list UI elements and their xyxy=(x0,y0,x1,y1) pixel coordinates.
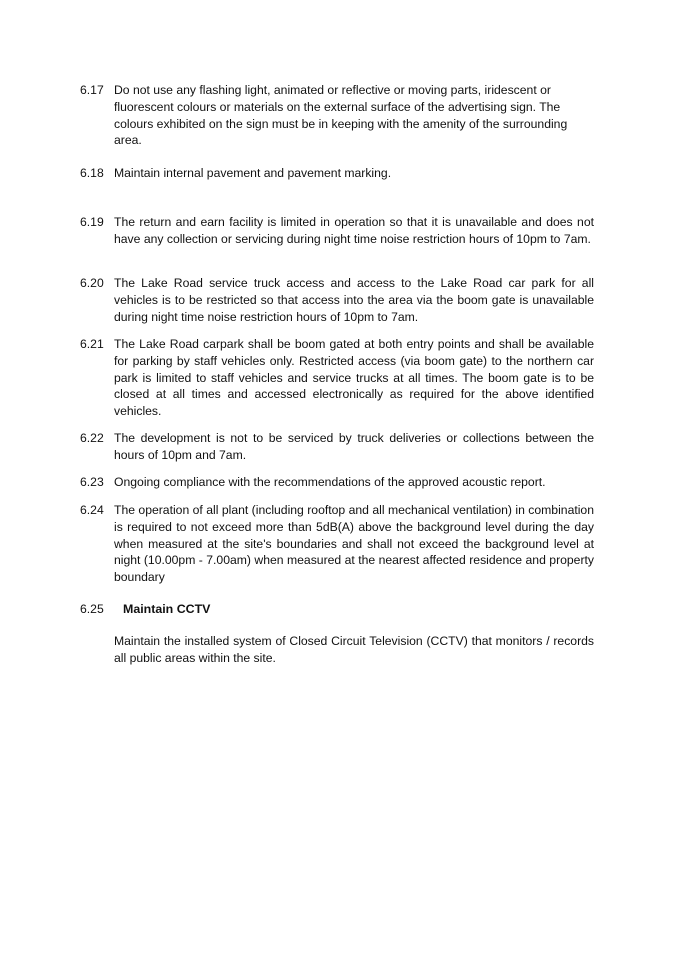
clause-number: 6.17 xyxy=(80,83,104,97)
clause-number: 6.21 xyxy=(80,337,104,351)
clause-6-22 xyxy=(80,430,594,464)
clause-text: The operation of all plant (including rooftop and all mechanical ventilation) in combination is required to not exceed more than 5dB(A) above the background level during the day when measured at the site's boundaries and shall not exceed the background level at night (10.00pm - 7.00am) when measured at the nearest affected residence and property boundary xyxy=(114,503,594,585)
clause-text: Maintain internal pavement and pavement marking. xyxy=(114,166,392,180)
clause-number: 6.18 xyxy=(80,166,104,180)
clause-6-24 xyxy=(80,502,594,586)
clause-heading: Maintain CCTV xyxy=(123,602,211,616)
clause-6-20 xyxy=(80,275,594,325)
clause-text: The return and earn facility is limited in operation so that it is unavailable and does not have any collection or servicing during night time noise restriction hours of 10pm to 7am. xyxy=(114,215,594,246)
clause-6-23 xyxy=(80,474,594,491)
clause-6-21 xyxy=(80,336,594,420)
clause-number: 6.25 xyxy=(80,602,104,616)
clause-number: 6.19 xyxy=(80,215,104,229)
clause-text: The development is not to be serviced by truck deliveries or collections between the hours of 10pm and 7am. xyxy=(114,431,594,462)
clause-text: Maintain the installed system of Closed Circuit Television (CCTV) that monitors / records all public areas within the site. xyxy=(114,633,594,665)
clause-text: The Lake Road carpark shall be boom gated at both entry points and shall be available for parking by staff vehicles only. Restricted access (via boom gate) to the northern car park is limited to staff vehicles and service trucks at all times. The boom gate is to be closed at all times and accessed electronically as required for the above identified vehicles. xyxy=(114,337,594,419)
clause-text: Do not use any flashing light, animated or reflective or moving parts, iridescent or fluorescent colours or materials on the external surface of the advertising sign. The colours exhibited on the sign must be in keeping with the amenity of the surrounding area. xyxy=(114,83,568,148)
clause-6-19 xyxy=(80,214,594,248)
clause-number: 6.20 xyxy=(80,276,104,290)
clause-text: Ongoing compliance with the recommendations of the approved acoustic report. xyxy=(114,475,546,489)
clause-6-18 xyxy=(80,165,594,182)
clause-number: 6.23 xyxy=(80,475,104,489)
clause-number: 6.22 xyxy=(80,431,104,445)
clause-6-25 xyxy=(80,601,594,666)
clause-text: The Lake Road service truck access and access to the Lake Road car park for all vehicles is to be restricted so that access into the area via the boom gate is unavailable during night time noise restriction hours of 10pm to 7am. xyxy=(114,276,594,324)
clause-number: 6.24 xyxy=(80,503,104,517)
clause-6-17 xyxy=(80,82,594,149)
